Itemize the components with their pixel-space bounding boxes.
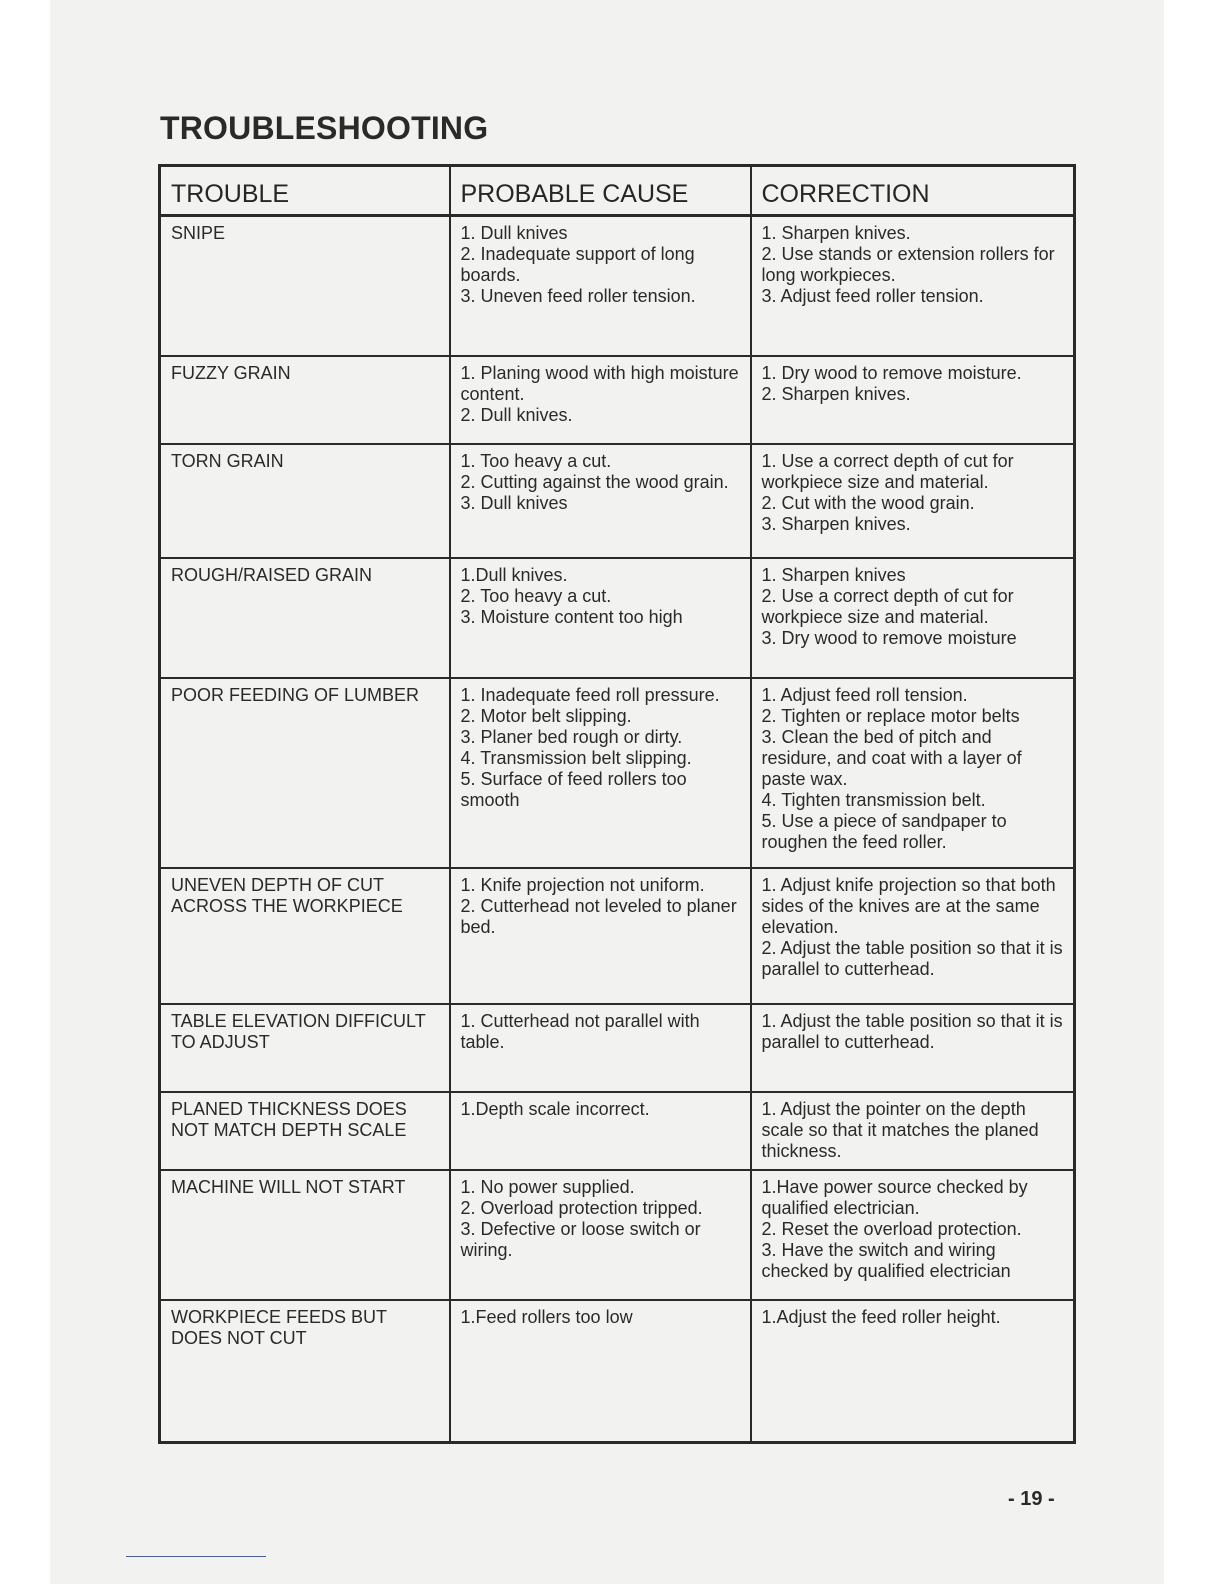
correction-cell: 1. Adjust the table position so that it is parallel to cutterhead. xyxy=(751,1004,1075,1092)
cause-cell: 1.Depth scale incorrect. xyxy=(450,1092,751,1170)
trouble-cell: TORN GRAIN xyxy=(160,444,450,558)
table-row xyxy=(160,868,1075,1004)
table-row xyxy=(160,1300,1075,1443)
cause-cell: 1.Dull knives. 2. Too heavy a cut. 3. Moisture content too high xyxy=(450,558,751,678)
correction-cell: 1. Dry wood to remove moisture. 2. Sharpen knives. xyxy=(751,356,1075,444)
table-row xyxy=(160,356,1075,444)
page-title: TROUBLESHOOTING xyxy=(160,110,489,146)
table-row xyxy=(160,216,1075,357)
correction-cell: 1. Use a correct depth of cut for workpiece size and material. 2. Cut with the wood grain. 3. Sharpen knives. xyxy=(751,444,1075,558)
cause-cell: 1. Planing wood with high moisture content. 2. Dull knives. xyxy=(450,356,751,444)
page-number: - 19 - xyxy=(1008,1488,1055,1510)
trouble-cell: UNEVEN DEPTH OF CUT ACROSS THE WORKPIECE xyxy=(160,868,450,1004)
table-row xyxy=(160,444,1075,558)
header-trouble: TROUBLE xyxy=(160,166,450,216)
cause-cell: 1. Knife projection not uniform. 2. Cutterhead not leveled to planer bed. xyxy=(450,868,751,1004)
header-correction: CORRECTION xyxy=(751,166,1075,216)
correction-cell: 1.Adjust the feed roller height. xyxy=(751,1300,1075,1443)
cause-cell: 1. Inadequate feed roll pressure. 2. Motor belt slipping. 3. Planer bed rough or dirty. 4. Transmission belt slipping. 5. Surface of feed rollers too smooth xyxy=(450,678,751,868)
cause-cell: 1.Feed rollers too low xyxy=(450,1300,751,1443)
cause-cell: 1. Dull knives 2. Inadequate support of long boards. 3. Uneven feed roller tension. xyxy=(450,216,751,357)
table-row xyxy=(160,1170,1075,1300)
table-row xyxy=(160,1092,1075,1170)
correction-cell: 1. Adjust feed roll tension. 2. Tighten or replace motor belts 3. Clean the bed of pitch and residure, and coat with a layer of paste wax. 4. Tighten transmission belt. 5. Use a piece of sandpaper to roughen the feed roller. xyxy=(751,678,1075,868)
trouble-cell: FUZZY GRAIN xyxy=(160,356,450,444)
correction-cell: 1. Adjust the pointer on the depth scale so that it matches the planed thickness. xyxy=(751,1092,1075,1170)
trouble-cell: WORKPIECE FEEDS BUT DOES NOT CUT xyxy=(160,1300,450,1443)
correction-cell: 1. Sharpen knives 2. Use a correct depth of cut for workpiece size and material. 3. Dry wood to remove moisture xyxy=(751,558,1075,678)
troubleshooting-table xyxy=(158,164,1076,1444)
cause-cell: 1. Cutterhead not parallel with table. xyxy=(450,1004,751,1092)
correction-cell: 1. Sharpen knives. 2. Use stands or extension rollers for long workpieces. 3. Adjust feed roller tension. xyxy=(751,216,1075,357)
table-row xyxy=(160,1004,1075,1092)
table-row xyxy=(160,678,1075,868)
cause-cell: 1. No power supplied. 2. Overload protection tripped. 3. Defective or loose switch or wiring. xyxy=(450,1170,751,1300)
trouble-cell: TABLE ELEVATION DIFFICULT TO ADJUST xyxy=(160,1004,450,1092)
table-row xyxy=(160,558,1075,678)
correction-cell: 1.Have power source checked by qualified electrician. 2. Reset the overload protection. 3. Have the switch and wiring checked by qualified electrician xyxy=(751,1170,1075,1300)
trouble-cell: POOR FEEDING OF LUMBER xyxy=(160,678,450,868)
table-header-row xyxy=(160,166,1075,216)
link-underline xyxy=(126,1556,266,1557)
trouble-cell: SNIPE xyxy=(160,216,450,357)
cause-cell: 1. Too heavy a cut. 2. Cutting against the wood grain. 3. Dull knives xyxy=(450,444,751,558)
trouble-cell: ROUGH/RAISED GRAIN xyxy=(160,558,450,678)
trouble-cell: PLANED THICKNESS DOES NOT MATCH DEPTH SCALE xyxy=(160,1092,450,1170)
header-probable-cause: PROBABLE CAUSE xyxy=(450,166,751,216)
trouble-cell: MACHINE WILL NOT START xyxy=(160,1170,450,1300)
correction-cell: 1. Adjust knife projection so that both sides of the knives are at the same elevation. 2. Adjust the table position so that it is parallel to cutterhead. xyxy=(751,868,1075,1004)
